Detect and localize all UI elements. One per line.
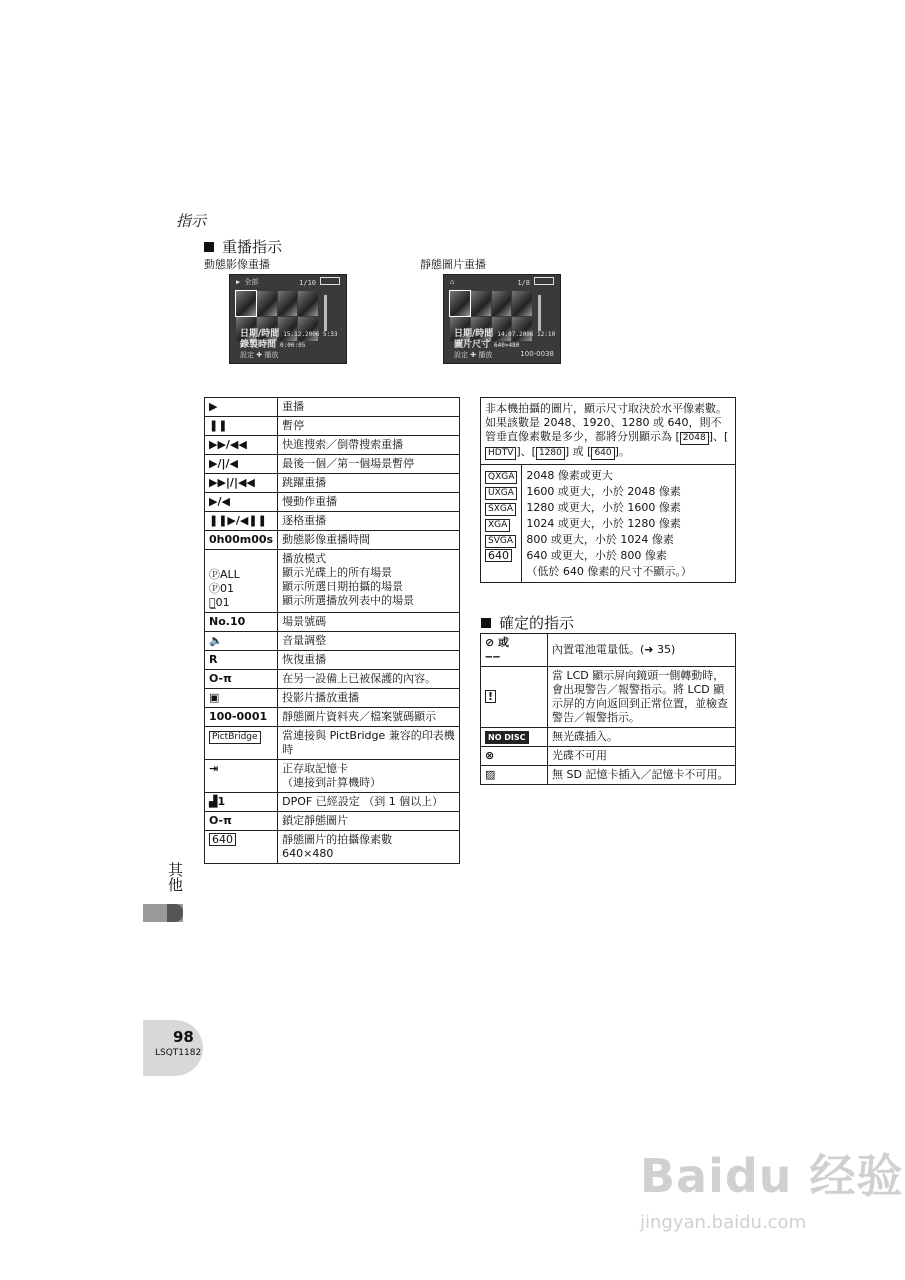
square-bullet-icon	[481, 618, 491, 628]
play-mode-line: 播放模式	[282, 552, 327, 565]
indicator-symbol: ❚❚	[205, 417, 278, 436]
scrollbar	[538, 295, 541, 331]
thumbnail	[492, 291, 512, 316]
play-mode-symbols	[205, 550, 278, 613]
play-mode-line: 顯示光碟上的所有場景	[282, 566, 393, 579]
table-row	[205, 436, 460, 455]
table-row	[205, 493, 460, 512]
indicator-description: 鎖定靜態圖片	[278, 812, 460, 831]
separator: 、	[520, 445, 532, 458]
confirm-heading-text: 確定的指示	[499, 614, 575, 632]
no-card-icon: ▨	[481, 766, 548, 785]
indicator-description: 恢復重播	[278, 651, 460, 670]
thumbnail	[257, 291, 277, 316]
dpof-icon: ▟1	[205, 793, 278, 812]
indicator-symbol: ▶▶/◀◀	[205, 436, 278, 455]
thumbnail	[471, 291, 491, 316]
indicator-description: 動態影像重播時間	[278, 531, 460, 550]
indicator-description: 光碟不可用	[548, 747, 736, 766]
play-mode-description	[278, 550, 460, 613]
screen-bottom-hint: 設定 ✚ 播放	[454, 351, 493, 359]
disc-unusable-icon: ⊗	[481, 747, 548, 766]
slideshow-icon: ▣	[205, 689, 278, 708]
table-row	[205, 398, 460, 417]
table-row	[481, 465, 736, 583]
document-code: LSQT1182	[155, 1048, 202, 1058]
indicator-description: 無 SD 記憶卡插入／記憶卡不可用。	[548, 766, 736, 785]
screen-bottom-hint: 設定 ✚ 播放	[240, 351, 279, 359]
table-row	[205, 531, 460, 550]
size-badge: QXGA	[485, 471, 517, 484]
size-line: 1280 或更大，小於 1600 像素	[526, 501, 681, 514]
size-badge: XGA	[485, 519, 510, 532]
indicator-description: 投影片播放重播	[278, 689, 460, 708]
date-time-label: 日期/時間	[240, 329, 280, 339]
size-note: 非本機拍攝的圖片，顯示尺寸取決於水平像素數。如果該數是 2048、1920、1280 或 640，則不管垂直像素數是多少，都將分別顯示為 [ 2048 ]、[HDTV ]、[ 1280 ] 或 [ 640 ]。	[481, 398, 736, 465]
table-row	[205, 812, 460, 831]
table-row	[205, 613, 460, 632]
side-tab-label: 其他	[166, 862, 184, 892]
table-row	[205, 708, 460, 727]
motion-caption: 動態影像重播	[204, 258, 270, 271]
motion-playback-screen	[229, 274, 347, 364]
indicator-symbol: ▶	[205, 398, 278, 417]
screen-mode-label: ▶ 全部	[236, 278, 259, 286]
separator: 。	[618, 445, 630, 458]
separator: 或	[569, 445, 588, 458]
indicator-description: 無光碟插入。	[548, 728, 736, 747]
table-row	[481, 747, 736, 766]
play-list-icon: Ⓟ̲01	[209, 596, 230, 609]
pictbridge-badge: PictBridge	[209, 731, 261, 744]
table-row	[481, 728, 736, 747]
page-number-box	[143, 1020, 203, 1076]
table-row	[205, 417, 460, 436]
indicator-symbol: 100-0001	[205, 708, 278, 727]
table-row	[205, 632, 460, 651]
table-row	[205, 831, 460, 864]
rec-time-value: 0:00:05	[280, 342, 306, 349]
indicator-description: 音量調整	[278, 632, 460, 651]
size-descriptions	[522, 465, 736, 583]
size-note-text: 非本機拍攝的圖片，顯示尺寸取決於水平像素數。如果該數是 2048、1920、1280 或 640，則不管垂直像素數是多少，都將分別顯示為	[485, 402, 727, 443]
table-row	[481, 634, 736, 667]
indicator-symbol: ❚❚▶/◀❚❚	[205, 512, 278, 531]
battery-low-icon: ⊘ 或 ‒‒	[481, 634, 548, 667]
thumbnail	[236, 291, 256, 316]
play-mode-line: 顯示所選播放列表中的場景	[282, 594, 415, 607]
key-icon: O-π	[205, 812, 278, 831]
table-row	[205, 651, 460, 670]
card-access-icon: ⇥	[205, 760, 278, 793]
thumbnail	[278, 291, 298, 316]
indicator-description: 快進搜索／倒帶搜索重播	[278, 436, 460, 455]
size-badge: 640	[591, 447, 614, 460]
thumbnail	[298, 291, 318, 316]
indicator-description: 最後一個／第一個場景暫停	[278, 455, 460, 474]
play-date-icon: Ⓟ01	[209, 582, 234, 595]
table-row	[205, 727, 460, 760]
size-badges	[481, 465, 522, 583]
table-row	[205, 793, 460, 812]
indicator-symbol: ▶▶|/|◀◀	[205, 474, 278, 493]
date-time-value: 15.12.2006 5:33	[283, 331, 338, 338]
indicator-symbol: No.10	[205, 613, 278, 632]
key-icon: O-π	[205, 670, 278, 689]
indicator-symbol: R	[205, 651, 278, 670]
section-title: 指示	[176, 212, 207, 230]
size-badge: 1280	[536, 447, 565, 460]
confirm-heading	[481, 612, 574, 633]
no-disc-icon: NO DISC	[485, 731, 529, 744]
battery-icon	[320, 277, 340, 285]
indicator-symbol: 0h00m00s	[205, 531, 278, 550]
indicator-description: 跳躍重播	[278, 474, 460, 493]
indicator-description: 內置電池電量低。(➜ 35)	[548, 634, 736, 667]
watermark-brand: Baidu 经验	[640, 1149, 904, 1203]
table-row	[481, 398, 736, 465]
page-number: 98	[173, 1028, 194, 1046]
indicator-description: 靜態圖片資料夾／檔案號碼顯示	[278, 708, 460, 727]
still-playback-screen	[443, 274, 561, 364]
watermark-url: jingyan.baidu.com	[640, 1212, 807, 1233]
indicator-description: 慢動作重播	[278, 493, 460, 512]
size-line: 800 或更大，小於 1024 像素	[526, 533, 674, 546]
side-tab-marker	[167, 904, 183, 922]
size-badge: 640	[485, 549, 512, 562]
screen-counter: 1/8	[517, 279, 530, 287]
table-row	[205, 512, 460, 531]
speaker-icon: 🔈	[205, 632, 278, 651]
still-caption: 靜態圖片重播	[420, 258, 486, 271]
indicator-description: 逐格重播	[278, 512, 460, 531]
size-line: 640 或更大，小於 800 像素	[526, 549, 667, 562]
battery-icon	[534, 277, 554, 285]
side-tab	[143, 862, 183, 892]
indicator-description: 靜態圖片的拍攝像素數 640×480	[278, 831, 460, 864]
table-row	[205, 474, 460, 493]
size-line: 1600 或更大，小於 2048 像素	[526, 485, 681, 498]
warning-icon: !	[485, 690, 496, 703]
size-line: 1024 或更大，小於 1280 像素	[526, 517, 681, 530]
screen-mode-label: ⌂	[450, 278, 455, 286]
playback-indicator-table	[204, 397, 460, 864]
table-row	[205, 760, 460, 793]
table-row	[481, 667, 736, 728]
size-badge: UXGA	[485, 487, 517, 500]
date-time-value: 14.07.2006 12:10	[497, 331, 556, 338]
playback-heading-text: 重播指示	[222, 238, 283, 256]
table-row-play-mode	[205, 550, 460, 613]
size-badge: SXGA	[485, 503, 516, 516]
indicator-symbol: ▶/◀	[205, 493, 278, 512]
thumbnail	[512, 291, 532, 316]
file-number: 100-0038	[520, 350, 554, 358]
square-bullet-icon	[204, 242, 214, 252]
indicator-description: DPOF 已經設定 （到 1 個以上）	[278, 793, 460, 812]
size-badge: SVGA	[485, 535, 516, 548]
watermark	[640, 1140, 904, 1233]
separator: 、	[713, 430, 724, 443]
size-line: （低於 640 像素的尺寸不顯示。）	[526, 565, 692, 578]
indicator-description: 當 LCD 顯示屏向鏡頭一側轉動時，會出現警告／報警指示。將 LCD 顯示屏的方向返回到正常位置，並檢查警告／報警指示。	[548, 667, 736, 728]
play-mode-line: 顯示所選日期拍攝的場景	[282, 580, 404, 593]
thumbnail	[450, 291, 470, 316]
indicator-description: 重播	[278, 398, 460, 417]
size-badge: 2048	[680, 432, 709, 445]
indicator-symbol: ▶/|/◀	[205, 455, 278, 474]
screen-counter: 1/10	[299, 279, 316, 287]
size-badge: HDTV	[485, 447, 516, 460]
indicator-description: 暫停	[278, 417, 460, 436]
size-640-badge: 640	[209, 833, 236, 846]
indicator-description: 當連接與 PictBridge 兼容的印表機時	[278, 727, 460, 760]
picture-size-value: 640×480	[494, 342, 520, 349]
table-row	[481, 766, 736, 785]
table-row	[205, 670, 460, 689]
date-time-label: 日期/時間	[454, 329, 494, 339]
confirm-indicator-table	[480, 633, 736, 785]
play-all-icon: ⓅALL	[209, 568, 240, 581]
scrollbar	[324, 295, 327, 331]
table-row	[205, 689, 460, 708]
side-tab-bar	[143, 904, 183, 922]
picture-size-label: 圖片尺寸	[454, 340, 491, 350]
playback-heading	[204, 236, 282, 257]
rec-time-label: 錄製時間	[240, 340, 277, 350]
size-line: 2048 像素或更大	[526, 469, 613, 482]
picture-size-table	[480, 397, 736, 583]
indicator-description: 在另一設備上已被保護的內容。	[278, 670, 460, 689]
indicator-description: 場景號碼	[278, 613, 460, 632]
indicator-description: 正存取記憶卡 （連接到計算機時）	[278, 760, 460, 793]
table-row	[205, 455, 460, 474]
